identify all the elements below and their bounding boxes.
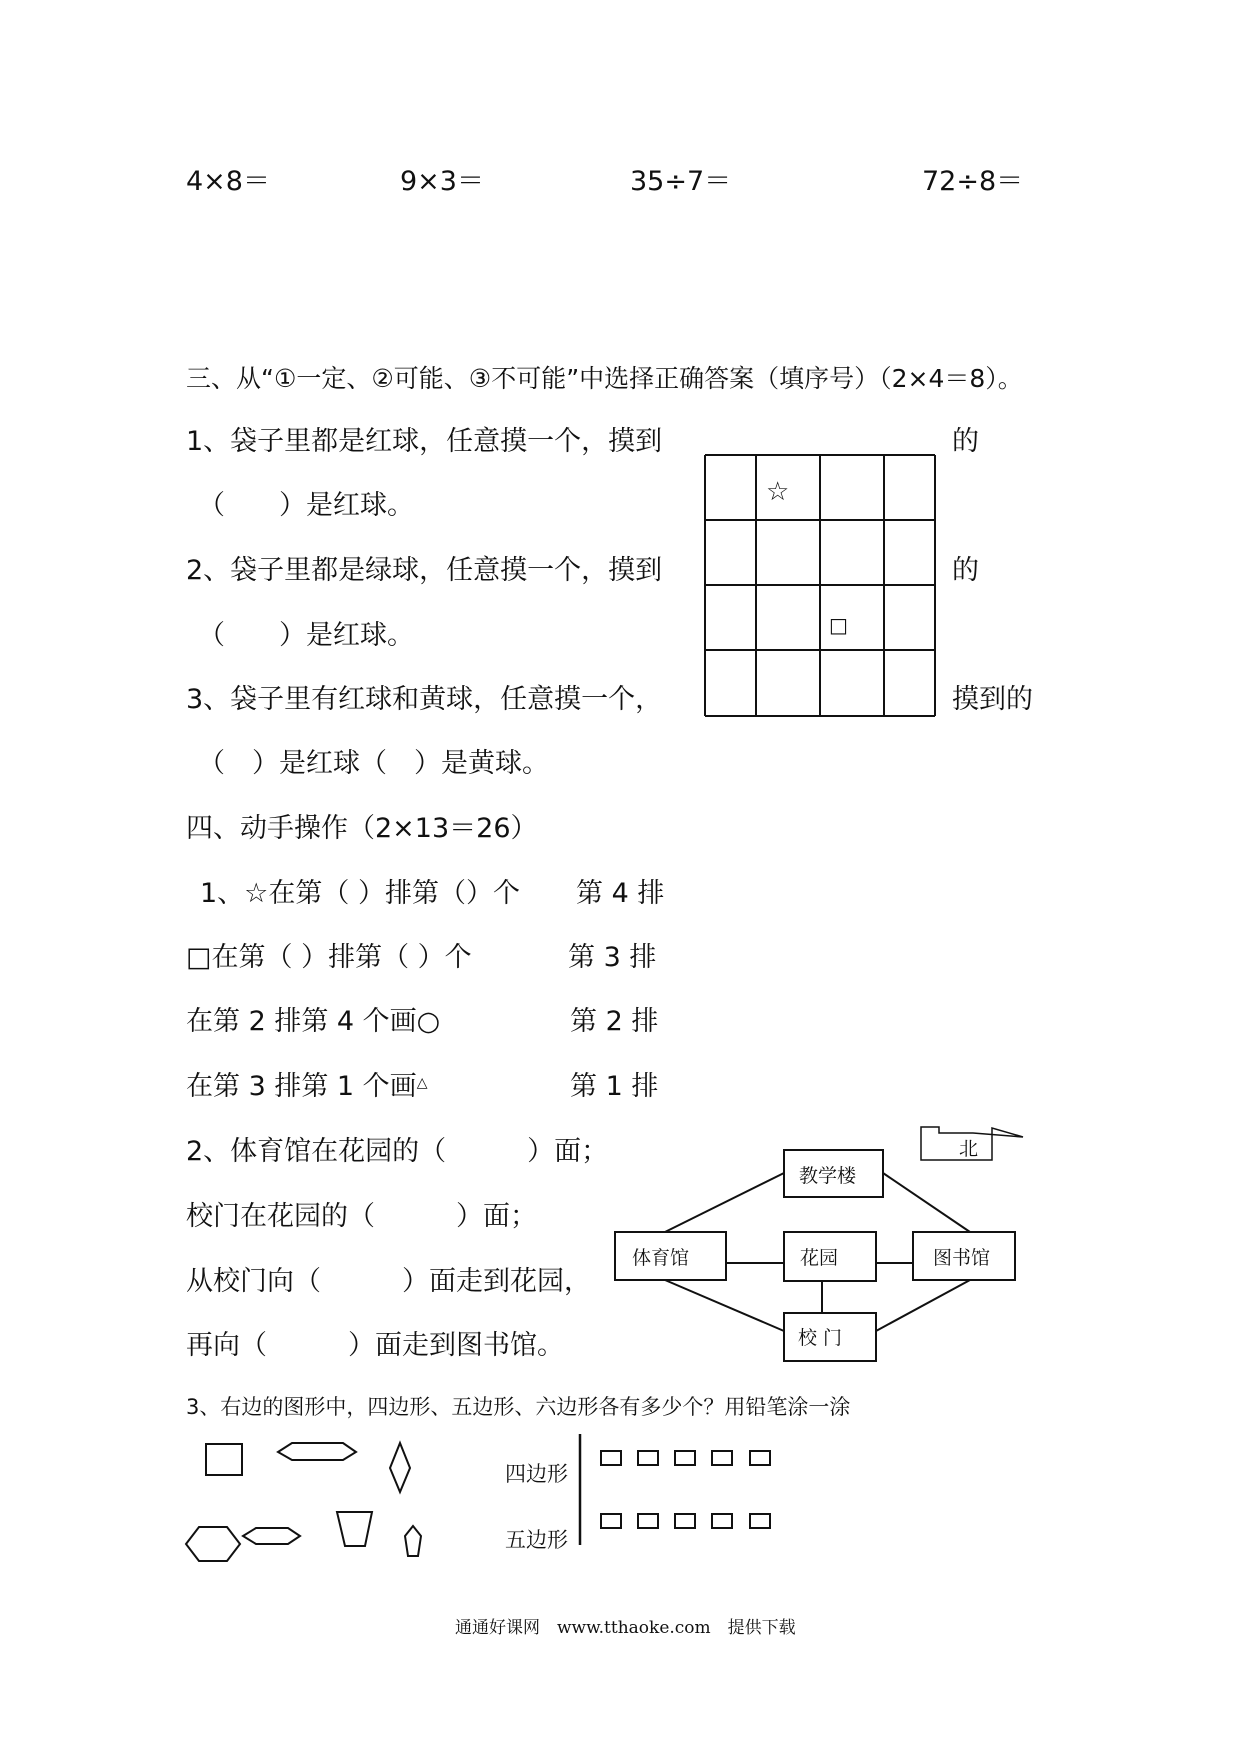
section3-q2-line1: 2、袋子里都是绿球，任意摸一个，摸到 bbox=[186, 555, 663, 586]
rhombus-shape bbox=[390, 1443, 410, 1492]
section3-q1-line1: 1、袋子里都是红球，任意摸一个，摸到 bbox=[186, 426, 663, 457]
row-label-4: 第 4 排 bbox=[576, 878, 665, 909]
section4-line3: 在第 2 排第 4 个画○ bbox=[186, 1006, 441, 1037]
calc-1: 4×8＝ bbox=[186, 166, 270, 197]
pentagon-label: 五边形 bbox=[505, 1528, 568, 1552]
section4-line1: 1、☆在第（ ）排第（）个 bbox=[200, 878, 520, 909]
square-icon: □ bbox=[829, 613, 848, 637]
school-gate-label: 校 门 bbox=[798, 1327, 843, 1349]
section3-q3-modao: 摸到的 bbox=[952, 684, 1033, 715]
hexagon-shape-small bbox=[243, 1528, 300, 1544]
garden-label: 花园 bbox=[800, 1247, 839, 1269]
calc-4: 72÷8＝ bbox=[922, 166, 1024, 197]
north-label: 北 bbox=[959, 1138, 979, 1160]
map-question-4: 再向（ ）面走到图书馆。 bbox=[186, 1330, 564, 1361]
hexagon-shape bbox=[186, 1527, 240, 1561]
row-label-2: 第 2 排 bbox=[570, 1006, 659, 1037]
section3-q1-de: 的 bbox=[952, 426, 979, 457]
quadrilateral-tally-boxes bbox=[601, 1451, 770, 1465]
gym-label: 体育馆 bbox=[632, 1247, 690, 1269]
triangle-icon: △ bbox=[416, 1075, 428, 1091]
pentagon-tally-boxes bbox=[601, 1514, 770, 1528]
teaching-building-label: 教学楼 bbox=[799, 1165, 857, 1187]
trapezoid-shape bbox=[337, 1512, 372, 1546]
section4-line2: □在第（ ）排第（ ）个 bbox=[186, 942, 472, 973]
map-question-1: 2、体育馆在花园的（ ）面； bbox=[186, 1136, 609, 1167]
calc-2: 9×3＝ bbox=[400, 166, 484, 197]
calc-3: 35÷7＝ bbox=[630, 166, 732, 197]
footer-credit: 通通好课网 www.tthaoke.com 提供下载 bbox=[455, 1618, 796, 1638]
quadrilateral-label: 四边形 bbox=[505, 1462, 568, 1486]
shapes-question-title: 3、右边的图形中，四边形、五边形、六边形各有多少个？用铅笔涂一涂 bbox=[186, 1395, 851, 1419]
section3-q2-de: 的 bbox=[952, 555, 979, 586]
section3-title: 三、从“①一定、②可能、③不可能”中选择正确答案（填序号）（2×4＝8）。 bbox=[186, 364, 1023, 393]
section3-q1-line2: （ ）是红球。 bbox=[198, 490, 414, 521]
pentagon-shape bbox=[405, 1526, 421, 1556]
seat-grid bbox=[705, 455, 935, 716]
map-question-3: 从校门向（ ）面走到花园， bbox=[186, 1266, 591, 1297]
library-label: 图书馆 bbox=[933, 1247, 991, 1269]
section4-line4-text: 在第 3 排第 1 个画 bbox=[186, 1071, 417, 1102]
row-label-1: 第 1 排 bbox=[570, 1071, 659, 1102]
row-label-3: 第 3 排 bbox=[568, 942, 657, 973]
hexagon-shape-flat bbox=[278, 1443, 356, 1460]
square-shape bbox=[206, 1444, 242, 1475]
section3-q3-line1: 3、袋子里有红球和黄球，任意摸一个， bbox=[186, 684, 663, 715]
section3-q3-line2: （ ）是红球（ ）是黄球。 bbox=[198, 748, 549, 779]
map-question-2: 校门在花园的（ ）面； bbox=[186, 1201, 537, 1232]
star-icon: ☆ bbox=[766, 477, 790, 507]
section4-title: 四、动手操作（2×13＝26） bbox=[186, 813, 538, 844]
section3-q2-line2: （ ）是红球。 bbox=[198, 620, 414, 651]
